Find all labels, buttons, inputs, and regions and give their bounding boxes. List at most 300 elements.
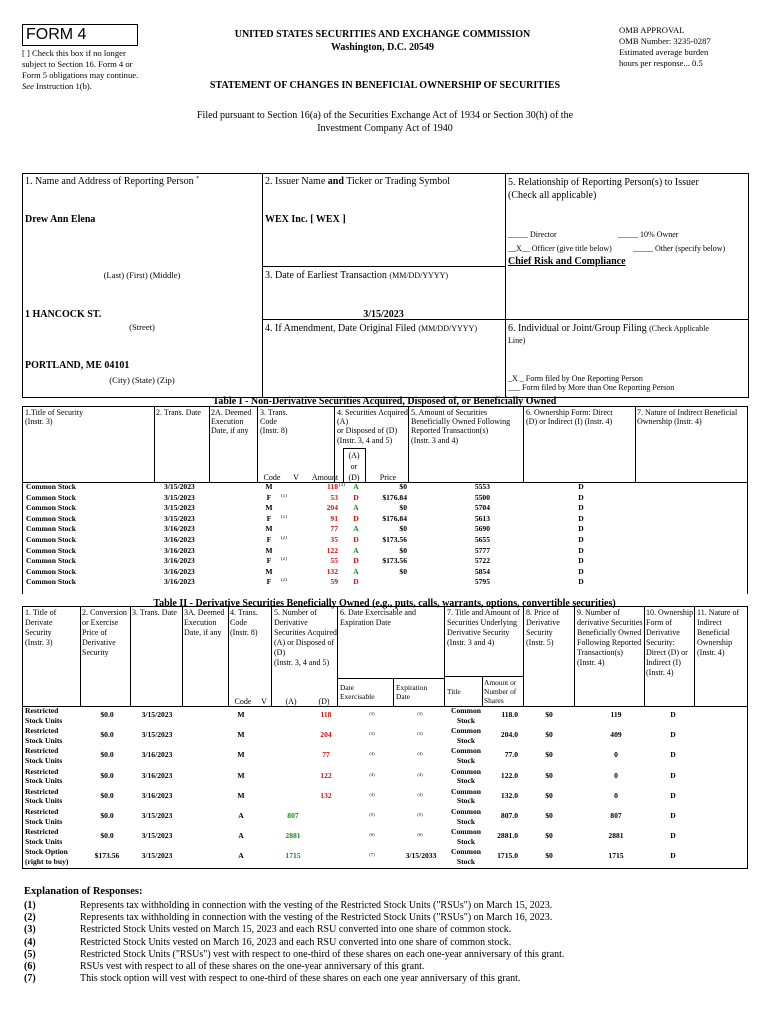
table-row [24, 536, 748, 547]
ownership-form: D [578, 536, 584, 544]
trans-code: F [266, 536, 272, 544]
derivative-title-l2: (right to buy) [25, 856, 69, 866]
acquired-disposed: A [353, 483, 359, 491]
code-footnote: (2) [281, 536, 287, 541]
t2-sub-title: Title [447, 688, 461, 696]
t2-h4-l3: (Instr. 8) [230, 628, 258, 637]
security-title: Common Stock [26, 483, 76, 491]
ownership-form: D [578, 504, 584, 513]
trans-date: 3/16/2023 [141, 771, 173, 780]
ownership-form: D [578, 483, 584, 491]
footnote-number: (3) [24, 924, 36, 936]
t1-sub-ad [343, 450, 365, 483]
price: $0 [399, 504, 407, 513]
t2-h10-l4: Security: [646, 638, 675, 647]
t2-sub-expiration [396, 683, 444, 701]
filing-label [508, 323, 744, 347]
reporter-city: PORTLAND, ME 04101 [25, 360, 130, 371]
t2-h11-l1: 11. Nature of [697, 608, 740, 617]
earliest-date: 3/15/2023 [363, 309, 404, 320]
trans-code: F [266, 557, 272, 566]
t2-sub-amt-1: Amount or [484, 678, 517, 687]
trans-code: M [237, 731, 245, 740]
disposed-amount: 132 [320, 791, 332, 800]
t2-h11 [697, 608, 747, 658]
underlying-title [448, 706, 484, 725]
derivatives-owned: 1715 [608, 852, 624, 861]
t2-h8-l2: Derivative [526, 618, 560, 627]
date-exercisable: (3) [369, 731, 375, 737]
amount: 59 [330, 578, 338, 587]
t2-h6-l2: Expiration Date [340, 618, 391, 627]
t2-h11-l3: Beneficial [697, 628, 730, 637]
footnote-item [24, 973, 744, 985]
conversion-price: $0.0 [100, 832, 114, 841]
underlying-amount: 122.0 [500, 771, 518, 780]
price: $0 [399, 525, 407, 534]
amount: 91 [330, 514, 338, 523]
ownership-form: D [578, 525, 584, 534]
form-title: FORM 4 [26, 26, 87, 43]
reporter-name-mark: * [196, 176, 200, 182]
derivative-title-l2: Stock Units [25, 735, 63, 745]
t2-h9-l1: 9. Number of [577, 608, 620, 617]
acquired-disposed: A [353, 504, 359, 513]
reporter-city-label: (City) (State) (Zip) [109, 375, 175, 385]
underlying-title [448, 767, 484, 786]
derivative-title [25, 827, 83, 846]
ownership-form: D [578, 578, 584, 587]
table-row [24, 504, 748, 515]
filing-label-line2: Line) [508, 336, 526, 345]
relationship-label-1: 5. Relationship of Reporting Person(s) to Issuer [508, 177, 699, 188]
checkbox-note-text: [ ] Check this box if no longer subject to Section 16. Form 4 or Form 5 obligations may continue. [22, 48, 139, 80]
t1-h4-l1: 4. Securities Acquired (A) [337, 408, 408, 427]
amount-owned: 5655 [474, 536, 490, 544]
footnote-text: Restricted Stock Units vested on March 15, 2023 and each RSU converted into one share of common stock. [80, 924, 512, 936]
security-title: Common Stock [26, 546, 76, 555]
t2-h5-l6: (Instr. 3, 4 and 5) [274, 658, 330, 667]
t1-h6-l2: (D) or Indirect (I) (Instr. 4) [526, 417, 613, 427]
footnote-number: (4) [24, 936, 36, 948]
trans-code: F [266, 514, 272, 523]
t2-h11-l4: Ownership [697, 638, 733, 647]
acquired-amount: 2881 [285, 832, 301, 841]
underlying-amount: 807.0 [500, 812, 518, 820]
underlying-title-l2: Stock [456, 755, 476, 765]
date-exercisable: (7) [369, 852, 375, 858]
t2-sub-amount [484, 678, 524, 705]
underlying-title-l1: Common [451, 807, 481, 816]
t1-sub-code: Code [263, 473, 281, 482]
security-title: Common Stock [26, 504, 76, 513]
filed-line-1: Filed pursuant to Section 16(a) of the Securities Exchange Act of 1934 or Section 30(h) of the [196, 110, 574, 121]
date-exercisable: (4) [369, 791, 375, 797]
t1-h2a [211, 408, 257, 436]
expiration-date: (3) [417, 731, 423, 737]
table2-title: Table II - Derivative Securities Beneficially Owned (e.g., puts, calls, warrants, options, convertible securities) [153, 598, 616, 609]
conversion-price: $173.56 [94, 852, 120, 861]
omb-line-1: OMB APPROVAL [619, 25, 685, 35]
underlying-title-l2: Stock [456, 836, 476, 846]
reporter-name: Drew Ann Elena [25, 214, 96, 225]
underlying-title [448, 847, 484, 866]
t2-sub-code: Code [234, 697, 252, 706]
table-row [24, 547, 748, 558]
expiration-date: (4) [417, 771, 423, 777]
code-footnote: (1) [281, 514, 287, 520]
form-title-box [22, 24, 138, 46]
underlying-title-l2: Stock [456, 735, 476, 745]
t1-sub-amount: Amount [311, 473, 339, 482]
footnote-text: Restricted Stock Units ("RSUs") vest with respect to one-third of these shares on each one-year anniversary of this grant. [80, 948, 565, 960]
amount-owned: 5795 [474, 578, 490, 587]
amount-owned: 5613 [474, 514, 490, 523]
underlying-title-l2: Stock [456, 816, 476, 826]
relationship-label [508, 176, 699, 202]
ownership-form: D [670, 791, 676, 800]
derivatives-owned: 409 [610, 731, 622, 740]
t2-h3a-l2: Execution [184, 618, 217, 627]
conversion-price: $0.0 [100, 731, 114, 740]
t2-h11-l2: Indirect [697, 618, 722, 627]
t2-sub-amt-3: Shares [484, 696, 504, 705]
price: $0 [399, 567, 407, 576]
acquired-amount: 1715 [285, 852, 301, 861]
t1-sub-ad-1: (A) [348, 451, 360, 460]
t2-h7-l3: Derivative Security [447, 628, 510, 637]
underlying-title-l1: Common [451, 706, 481, 715]
t2-h2-l2: or Exercise [82, 618, 119, 627]
table-row [24, 847, 748, 867]
amount-owned: 5854 [474, 567, 490, 576]
t2-h8-l3: Security [526, 628, 553, 637]
derivative-title-l1: Restricted [25, 786, 59, 796]
footnote-item [24, 961, 744, 973]
t1-sub-ad-2: or [350, 462, 358, 471]
table-row [24, 525, 748, 536]
ownership-form: D [670, 771, 676, 780]
relationship-other: _____ Other (specify below) [633, 244, 726, 253]
t2-sub-exer-1: Date [340, 683, 354, 692]
date-exercisable: (6) [369, 832, 375, 838]
t2-h5-l1: 5. Number of [274, 608, 317, 617]
underlying-title-l2: Stock [456, 856, 476, 866]
t1-h7 [637, 408, 747, 426]
code-footnote: (2) [281, 578, 287, 584]
underlying-title [448, 746, 484, 765]
t1-h2a-l3: Date, if any [211, 426, 249, 436]
trans-date: 3/16/2023 [164, 536, 195, 544]
code-footnote: (2) [281, 557, 287, 563]
footnote-number: (6) [24, 961, 36, 972]
t2-h7-l4: (Instr. 3 and 4) [447, 638, 495, 647]
t2-h2 [82, 608, 132, 658]
t2-h3a-l3: Date, if any [184, 628, 222, 637]
explanation-title: Explanation of Responses: [24, 886, 143, 897]
trans-code: A [238, 812, 244, 820]
footnote-item [24, 949, 744, 961]
t1-h3-l2: Code [260, 417, 277, 427]
date-exercisable: (3) [369, 711, 375, 716]
t2-h3a-l1: 3A. Deemed [184, 608, 225, 617]
underlying-title-l1: Common [451, 847, 481, 857]
derivative-title-l1: Restricted [25, 706, 59, 715]
t2-h10-l2: Form of [646, 618, 672, 627]
t2-h6 [340, 608, 444, 628]
amount-footnote: (3) [339, 483, 345, 488]
trans-code: M [265, 546, 273, 555]
t2-h2-l4: Derivative [82, 638, 116, 647]
price: $0 [399, 483, 407, 491]
disposed-amount: 122 [320, 771, 332, 780]
derivatives-owned: 807 [610, 812, 622, 820]
checkbox-note [22, 48, 152, 92]
trans-code: M [265, 525, 273, 534]
t1-h3-l1: 3. Trans. [260, 408, 288, 417]
derivative-title-l2: Stock Units [25, 755, 63, 765]
disposed-amount: 77 [322, 751, 330, 760]
t1-h1-l1: 1.Title of Security [25, 408, 84, 417]
ownership-form: D [578, 557, 584, 566]
trans-code: F [266, 578, 272, 587]
ownership-form: D [670, 711, 676, 719]
underlying-title-l2: Stock [456, 776, 476, 786]
footnote-item [24, 912, 744, 924]
reporter-name-label [25, 176, 199, 188]
table1-title: Table I - Non-Derivative Securities Acquired, Disposed of, or Beneficially Owned [212, 396, 557, 407]
t2-h9-l5: Transaction(s) [577, 648, 623, 657]
t2-h1-l1: 1. Title of [25, 608, 57, 617]
trans-date: 3/16/2023 [164, 567, 195, 576]
derivatives-owned: 2881 [608, 832, 624, 841]
amount-owned: 5777 [474, 546, 490, 555]
amount-owned: 5722 [474, 557, 490, 566]
security-title: Common Stock [26, 567, 76, 576]
commission-city: Washington, D.C. 20549 [330, 42, 435, 53]
footnote-number: (2) [24, 912, 36, 924]
t2-sub-exercisable [340, 683, 392, 701]
issuer-label-a: 2. Issuer Name [265, 176, 328, 187]
underlying-title [448, 726, 484, 745]
derivative-title-l1: Stock Option [25, 847, 68, 857]
acquired-disposed: A [353, 525, 359, 534]
officer-title: Chief Risk and Compliance [508, 256, 626, 267]
t2-h9-l4: Following Reported [577, 638, 642, 647]
underlying-title-l1: Common [451, 827, 481, 837]
t2-h11-l5: (Instr. 4) [697, 648, 725, 657]
derivative-price: $0 [545, 852, 553, 861]
t2-h1 [25, 608, 80, 648]
derivatives-owned: 0 [614, 771, 618, 780]
t2-h10-l3: Derivative [646, 628, 680, 637]
t1-h2a-l1: 2A. Deemed [211, 408, 252, 417]
amendment-label [265, 323, 477, 335]
table-row [24, 787, 748, 807]
derivative-price: $0 [545, 751, 553, 760]
acquired-amount: 807 [287, 812, 299, 820]
table-row [24, 515, 748, 526]
trans-code: M [265, 504, 273, 513]
filed-line-2: Investment Company Act of 1940 [317, 123, 453, 134]
statement-title: STATEMENT OF CHANGES IN BENEFICIAL OWNERSHIP OF SECURITIES [209, 80, 561, 91]
t2-h10-l5: Direct (D) or [646, 648, 688, 657]
amendment-format: (MM/DD/YYYY) [418, 324, 477, 333]
omb-line-2: OMB Number: 3235-0287 [619, 36, 711, 46]
disposed-amount: 204 [320, 731, 332, 740]
derivative-title-l2: Stock Units [25, 776, 63, 786]
underlying-amount: 132.0 [500, 791, 518, 800]
amount-owned: 5553 [474, 483, 490, 491]
t2-h4 [230, 608, 271, 638]
underlying-amount: 204.0 [500, 731, 518, 740]
trans-code: A [238, 852, 244, 861]
table-row [24, 767, 748, 787]
trans-code: F [266, 493, 272, 502]
t1-h7-l2: Ownership (Instr. 4) [637, 417, 702, 427]
omb-line-3: Estimated average burden [619, 47, 709, 57]
expiration-date: (6) [417, 832, 423, 838]
trans-date: 3/16/2023 [141, 751, 173, 760]
underlying-title-l1: Common [451, 746, 481, 756]
amount: 77 [330, 525, 338, 534]
footnote-number: (7) [24, 973, 36, 985]
t2-h7 [447, 608, 525, 648]
underlying-title-l1: Common [451, 726, 481, 736]
t2-h4-l1: 4. Trans. [230, 608, 258, 617]
filing-label-text: 6. Individual or Joint/Group Filing [508, 323, 647, 334]
t2-h8-l4: (Instr. 5) [526, 638, 554, 647]
t2-h8-l1: 8. Price of [526, 608, 560, 617]
t2-h10-l1: 10. Ownership [646, 608, 694, 617]
price: $0 [399, 546, 407, 555]
underlying-amount: 1715.0 [497, 852, 518, 861]
trans-date: 3/15/2023 [141, 711, 173, 719]
filing-label-small: (Check Applicable [649, 324, 709, 333]
derivatives-owned: 0 [614, 791, 618, 800]
derivative-title-l2: Stock Units [25, 715, 63, 725]
omb-approval [619, 25, 759, 69]
t2-h5-l2: Derivative [274, 618, 308, 627]
trans-date: 3/15/2023 [164, 504, 195, 513]
trans-date: 3/15/2023 [141, 812, 173, 820]
table-row [24, 827, 748, 847]
t2-h1-l2: Derivate [25, 618, 53, 627]
amount: 55 [330, 557, 338, 566]
issuer-label-and: and [327, 176, 344, 187]
disposed-amount: 118 [320, 711, 332, 719]
t2-h3a [184, 608, 228, 638]
t1-h3 [260, 408, 334, 436]
trans-date: 3/16/2023 [164, 557, 195, 566]
t1-sub-price: Price [379, 473, 397, 482]
ownership-form: D [578, 546, 584, 555]
amendment-label-text: 4. If Amendment, Date Original Filed [265, 323, 416, 334]
relationship-ten-pct: _____ 10% Owner [618, 230, 679, 239]
trans-date: 3/15/2023 [141, 832, 173, 841]
derivative-title-l1: Restricted [25, 746, 59, 756]
ownership-form: D [670, 731, 676, 740]
trans-date: 3/16/2023 [164, 546, 195, 555]
trans-code: M [237, 771, 245, 780]
t2-h5 [274, 608, 338, 668]
amount: 35 [330, 536, 338, 544]
conversion-price: $0.0 [100, 812, 114, 820]
issuer-label-b: Ticker or Trading Symbol [343, 176, 451, 187]
underlying-title [448, 787, 484, 806]
derivative-title-l1: Restricted [25, 827, 59, 837]
t1-h6-l1: 6. Ownership Form: Direct [526, 408, 613, 417]
conversion-price: $0.0 [100, 751, 114, 760]
t1-h7-l1: 7. Nature of Indirect Beneficial [637, 408, 738, 417]
derivative-title [25, 746, 83, 765]
underlying-title [448, 807, 484, 826]
date-exercisable: (4) [369, 751, 375, 757]
amount: 132 [326, 567, 338, 576]
trans-date: 3/15/2023 [164, 493, 195, 502]
trans-code: A [238, 832, 244, 841]
footnote-item [24, 937, 744, 949]
t1-h5-l3: Reported Transaction(s) [411, 426, 489, 436]
t2-h2-l1: 2. Conversion [82, 608, 127, 617]
security-title: Common Stock [26, 578, 76, 587]
filed-pursuant [120, 109, 650, 135]
date-exercisable: (5) [369, 812, 375, 817]
trans-code: M [265, 483, 273, 491]
t2-h7-l1: 7. Title and Amount of [447, 608, 520, 617]
t1-sub-v: V [293, 473, 299, 482]
acquired-disposed: D [353, 578, 359, 587]
price: $173.56 [382, 557, 407, 566]
derivative-title-l1: Restricted [25, 807, 59, 816]
security-title: Common Stock [26, 536, 76, 544]
t1-sub-ad-3: (D) [348, 473, 360, 482]
table-row [24, 568, 748, 579]
price: $173.56 [382, 536, 407, 544]
expiration-date: 3/15/2033 [405, 852, 437, 861]
derivatives-owned: 119 [610, 711, 622, 719]
amount: 204 [326, 504, 338, 513]
table-row [24, 807, 748, 827]
table-row [24, 483, 748, 494]
reporting-info-box [22, 173, 749, 398]
price: $176.84 [382, 493, 407, 502]
expiration-date: (4) [417, 791, 423, 797]
acquired-disposed: A [353, 546, 359, 555]
amount: 118 [327, 483, 338, 491]
code-footnote: (1) [281, 493, 287, 499]
derivative-price: $0 [545, 771, 553, 780]
t2-h9 [577, 608, 647, 668]
t1-h5-l1: 5. Amount of Securities [411, 408, 487, 417]
relationship-label-2: (Check all applicable) [508, 190, 597, 201]
t2-h8 [526, 608, 574, 648]
ownership-form: D [578, 567, 584, 576]
expiration-date: (4) [417, 751, 423, 757]
derivative-title-l2: Stock Units [25, 816, 63, 826]
trans-code: M [265, 567, 273, 576]
conversion-price: $0.0 [100, 711, 114, 719]
expiration-date: (3) [417, 711, 423, 716]
reporter-name-label-text: 1. Name and Address of Reporting Person [25, 176, 194, 187]
t2-h10-l6: Indirect (I) [646, 658, 681, 667]
footnote-text: RSUs vest with respect to all of these shares on the one-year anniversary of this grant. [80, 961, 425, 972]
date-exercisable: (4) [369, 771, 375, 777]
t2-h1-l3: Security [25, 628, 52, 637]
derivative-title [25, 847, 83, 866]
table-row [24, 494, 748, 505]
amount-owned: 5690 [474, 525, 490, 534]
